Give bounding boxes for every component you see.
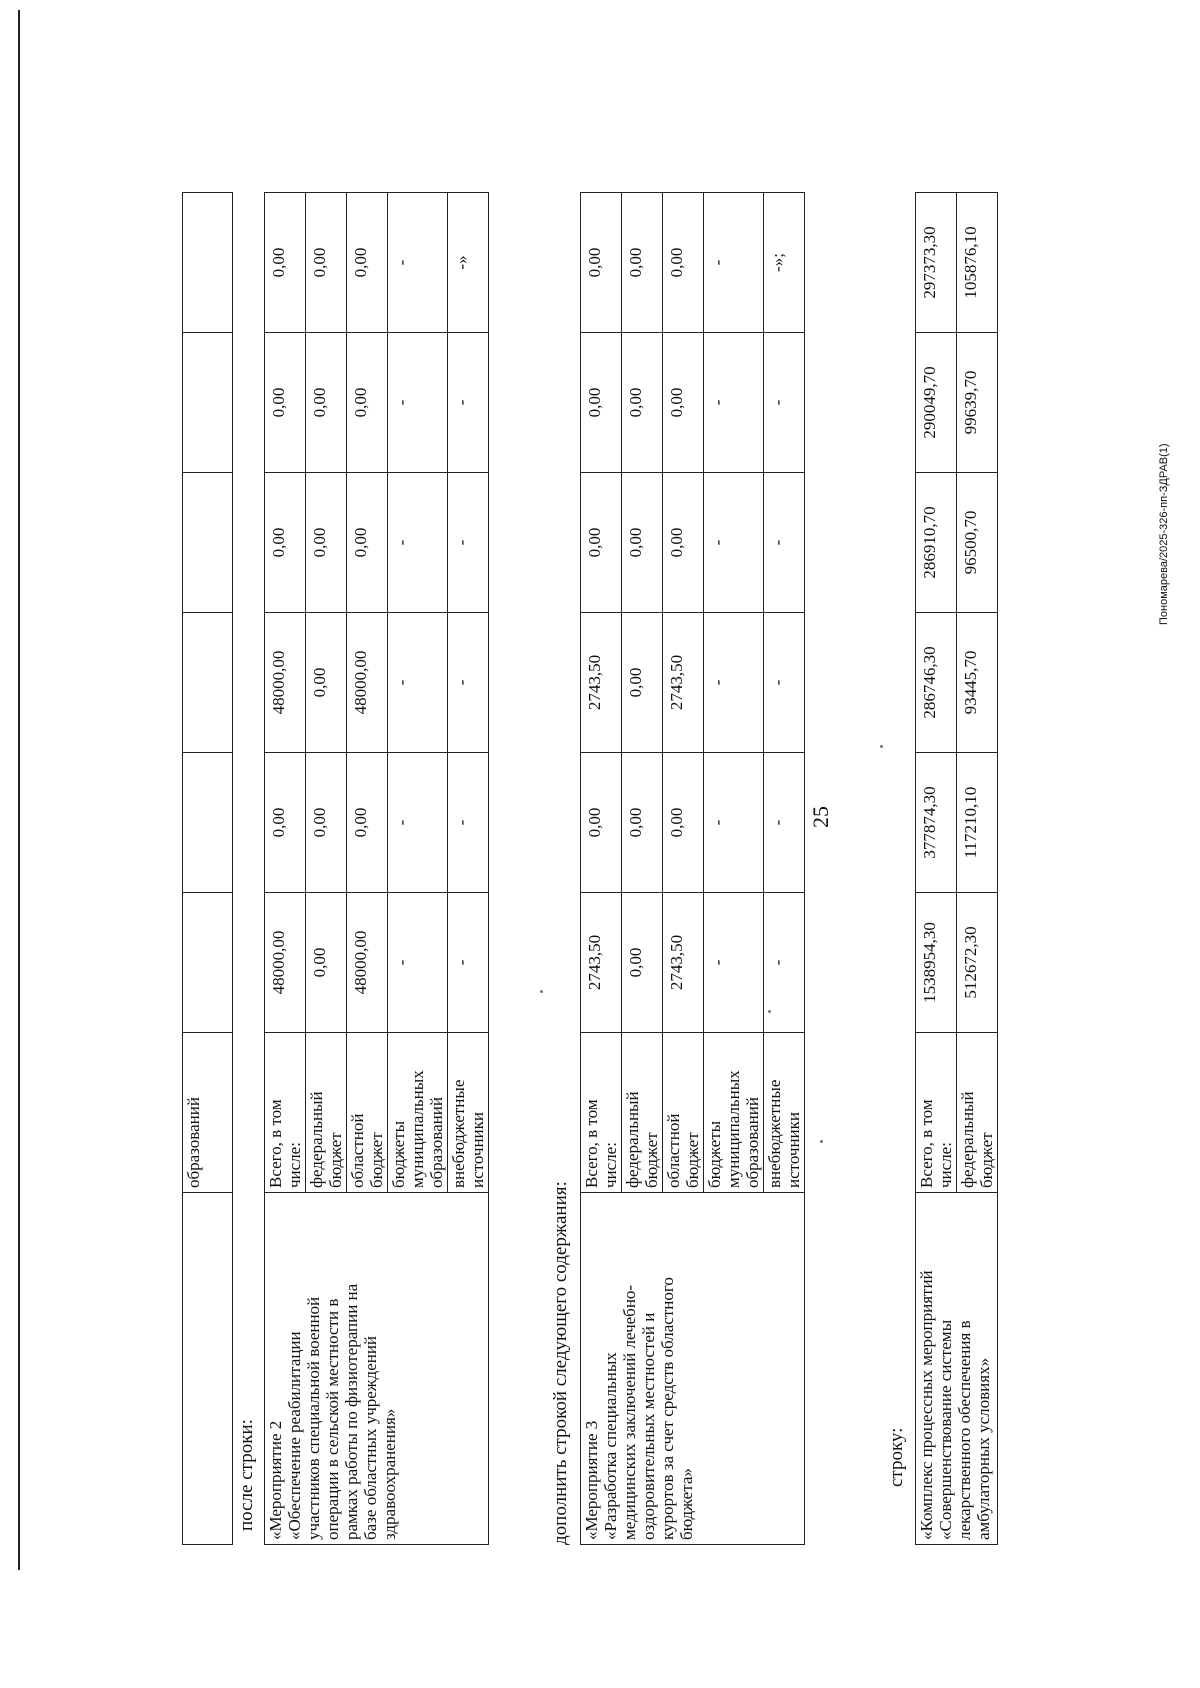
document-code: Пономарева/2025-326-пп-ЗДРАВ(1) [1158, 443, 1170, 625]
funding-source-line: бюджеты [389, 1120, 409, 1188]
amount-cell: 0,00 [306, 333, 347, 473]
amount-cell: 0,00 [663, 753, 704, 893]
funding-source-line: федеральный [307, 1091, 327, 1188]
funding-source [306, 1033, 347, 1193]
amount-cell: 0,00 [622, 473, 663, 613]
amount-cell: - [448, 333, 489, 473]
funding-source-line: внебюджетные [765, 1079, 785, 1188]
table-row [581, 193, 622, 1545]
table-cell [183, 1193, 233, 1545]
description-line: оздоровительных местностей и [639, 1312, 659, 1540]
amount-cell: 0,00 [265, 473, 306, 613]
amount-cell: 0,00 [265, 333, 306, 473]
amount-cell: - [764, 893, 805, 1033]
funding-source-line: бюджеты [705, 1120, 725, 1188]
amount-cell: 99639,70 [957, 333, 998, 473]
funding-source-line: источники [468, 1111, 488, 1188]
scan-edge-line [18, 10, 20, 1570]
funding-source-line: Всего, в том [266, 1099, 285, 1188]
description-line: курортов за счет средств областного [658, 1277, 678, 1540]
funding-source [347, 1033, 388, 1193]
description-line: амбулаторных условиях» [974, 1357, 994, 1540]
amount-cell: - [704, 473, 764, 613]
amount-cell: - [704, 193, 764, 333]
amount-cell: - [388, 613, 448, 753]
description-line: «Мероприятие 2 [266, 1420, 285, 1540]
funding-source-line: бюджет [683, 1132, 703, 1188]
amount-cell: 0,00 [581, 473, 622, 613]
funding-source-line: числе: [285, 1142, 305, 1188]
description-line: базе областных учреждений [361, 1335, 381, 1540]
funding-source [622, 1033, 663, 1193]
amount-cell: 2743,50 [581, 613, 622, 753]
amount-cell: - [764, 613, 805, 753]
amount-cell: 93445,70 [957, 613, 998, 753]
amount-cell: 377874,30 [916, 753, 957, 893]
funding-source-line: бюджет [367, 1132, 387, 1188]
amount-cell: -»; [764, 193, 805, 333]
amount-cell: 105876,10 [957, 193, 998, 333]
amount-cell: 0,00 [265, 193, 306, 333]
funding-source [764, 1033, 805, 1193]
amount-cell: 0,00 [663, 193, 704, 333]
table-row [916, 193, 957, 1545]
amount-cell: 2743,50 [663, 613, 704, 753]
funding-source-line: федеральный [623, 1091, 643, 1188]
amount-cell: 0,00 [306, 893, 347, 1033]
amount-cell: 0,00 [265, 753, 306, 893]
amount-cell: - [764, 333, 805, 473]
funding-source-line: областной [664, 1113, 684, 1188]
table-row [265, 193, 306, 1545]
amount-cell: 0,00 [306, 613, 347, 753]
amount-cell: - [764, 753, 805, 893]
measure-description [581, 1193, 805, 1545]
caption-add-line: дополнить строкой следующего содержания: [550, 1181, 571, 1545]
funding-source-line: бюджет [977, 1132, 997, 1188]
amount-cell: 0,00 [306, 473, 347, 613]
amount-cell: 0,00 [306, 193, 347, 333]
amount-cell: 96500,70 [957, 473, 998, 613]
funding-source-line: числе: [601, 1142, 621, 1188]
rotated-content [182, 35, 997, 1545]
amount-cell: 286746,30 [916, 613, 957, 753]
amount-cell: - [764, 473, 805, 613]
amount-cell: 286910,70 [916, 473, 957, 613]
amount-cell: 0,00 [347, 333, 388, 473]
amount-cell: 290049,70 [916, 333, 957, 473]
amount-cell: 0,00 [306, 753, 347, 893]
amount-cell: - [388, 753, 448, 893]
amount-cell: 0,00 [581, 333, 622, 473]
funding-source-line: бюджет [326, 1132, 346, 1188]
funding-source [581, 1033, 622, 1193]
amount-cell: 0,00 [347, 193, 388, 333]
amount-cell: - [448, 473, 489, 613]
funding-source [704, 1033, 764, 1193]
amount-cell: 48000,00 [347, 893, 388, 1033]
description-line: рамках работы по физиотерапии на [342, 1283, 362, 1540]
funding-source [957, 1033, 998, 1193]
funding-source-line: областной [348, 1113, 368, 1188]
funding-source [388, 1033, 448, 1193]
funding-source [448, 1033, 489, 1193]
amount-cell: -» [448, 193, 489, 333]
amount-cell: 0,00 [622, 753, 663, 893]
funding-source-line: источники [784, 1111, 804, 1188]
description-line: «Обеспечение реабилитации [285, 1331, 305, 1540]
amount-cell: 0,00 [622, 893, 663, 1033]
amount-cell: 0,00 [663, 333, 704, 473]
process-complex-table [915, 192, 998, 1545]
description-line: участников специальной военной [304, 1296, 324, 1540]
amount-cell: - [448, 893, 489, 1033]
funding-source [663, 1033, 704, 1193]
funding-source-line: внебюджетные [449, 1079, 469, 1188]
caption-line: строку: [886, 1427, 907, 1487]
amount-cell: 0,00 [347, 473, 388, 613]
funding-source-line: муниципальных [724, 1070, 744, 1188]
measure-2-table [264, 192, 489, 1545]
description-line: «Разработка специальных [601, 1352, 621, 1540]
amount-cell: 0,00 [622, 613, 663, 753]
description-line: лекарственного обеспечения в [955, 1320, 975, 1540]
description-line: «Мероприятие 3 [582, 1420, 601, 1540]
measure-description [916, 1193, 998, 1545]
funding-source-line: образований [427, 1097, 447, 1188]
amount-cell: - [388, 193, 448, 333]
page-number: 25 [808, 806, 833, 828]
caption-after-line: после строки: [236, 1419, 257, 1531]
description-line: медицинских заключений лечебно- [620, 1284, 640, 1540]
amount-cell: - [704, 333, 764, 473]
amount-cell: - [704, 893, 764, 1033]
amount-cell: 48000,00 [265, 613, 306, 753]
amount-cell: 48000,00 [347, 613, 388, 753]
amount-cell: 0,00 [622, 193, 663, 333]
amount-cell: 0,00 [622, 333, 663, 473]
source-cell: образований [183, 1033, 233, 1193]
description-line: «Совершенствование системы [936, 1319, 956, 1540]
amount-cell: 0,00 [581, 193, 622, 333]
amount-cell: - [388, 333, 448, 473]
funding-source [265, 1033, 306, 1193]
funding-source-line: муниципальных [408, 1070, 428, 1188]
amount-cell: - [704, 613, 764, 753]
amount-cell: - [388, 473, 448, 613]
description-line: бюджета» [677, 1468, 697, 1540]
description-line: операции в сельской местности в [323, 1298, 343, 1540]
amount-cell: 0,00 [581, 753, 622, 893]
funding-source [916, 1033, 957, 1193]
measure-description [265, 1193, 489, 1545]
amount-cell: 117210,10 [957, 753, 998, 893]
amount-cell: 2743,50 [581, 893, 622, 1033]
amount-cell: - [448, 753, 489, 893]
amount-cell: 1538954,30 [916, 893, 957, 1033]
funding-source-line: федеральный [958, 1091, 978, 1188]
amount-cell: - [448, 613, 489, 753]
funding-source-line: числе: [936, 1142, 956, 1188]
funding-source-line: образований [743, 1097, 763, 1188]
measure-3-table [580, 192, 805, 1545]
amount-cell: 48000,00 [265, 893, 306, 1033]
header-fragment-table [182, 192, 233, 1545]
funding-source-line: бюджет [642, 1132, 662, 1188]
description-line: здравоохранения» [380, 1408, 400, 1540]
amount-cell: 512672,30 [957, 893, 998, 1033]
description-line: «Комплекс процессных мероприятий [917, 1270, 936, 1540]
funding-source-line: Всего, в том [582, 1099, 601, 1188]
amount-cell: 0,00 [347, 753, 388, 893]
funding-source-line: Всего, в том [917, 1099, 936, 1188]
amount-cell: 2743,50 [663, 893, 704, 1033]
amount-cell: - [704, 753, 764, 893]
amount-cell: 0,00 [663, 473, 704, 613]
amount-cell: - [388, 893, 448, 1033]
amount-cell: 297373,30 [916, 193, 957, 333]
